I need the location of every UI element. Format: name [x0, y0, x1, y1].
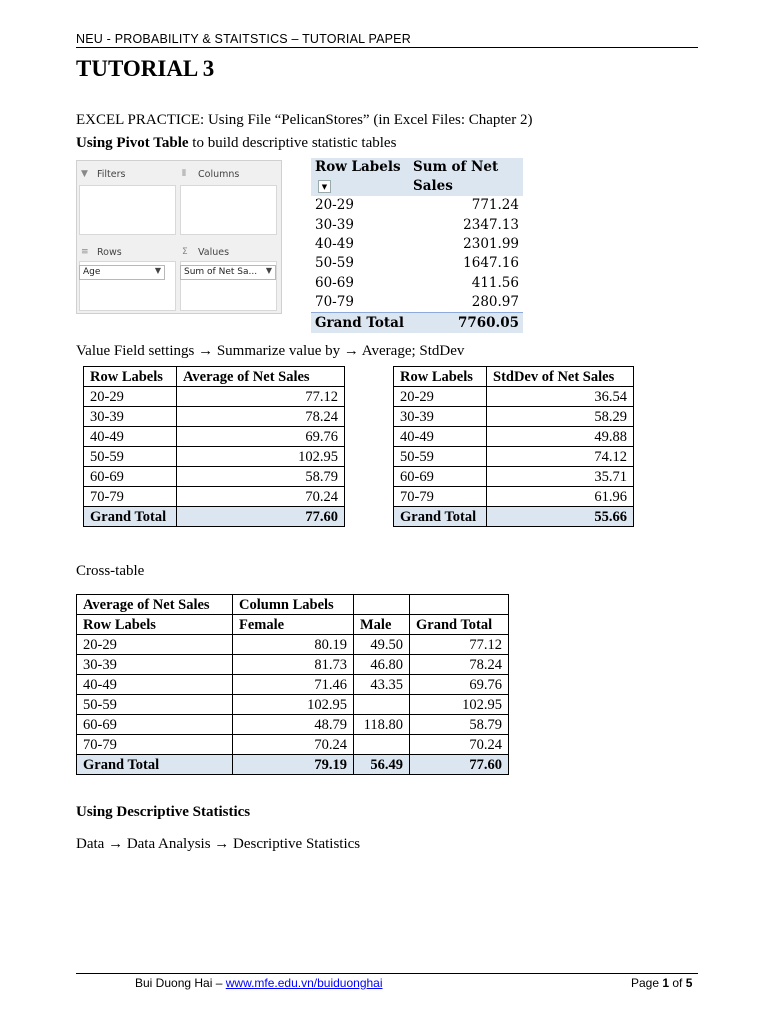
table-row — [84, 407, 345, 427]
grand-total-row — [311, 313, 523, 333]
header-cell: Row Labels — [84, 367, 177, 387]
excel-practice-line: EXCEL PRACTICE: Using File “PelicanStores” (in Excel Files: Chapter 2) — [76, 112, 533, 128]
value-cell: 79.19 — [233, 755, 354, 775]
row-label: 40-49 — [77, 675, 233, 695]
row-label: 20-29 — [84, 387, 177, 407]
row-label: 60-69 — [77, 715, 233, 735]
values-item-label: Sum of Net Sa... — [184, 267, 258, 277]
value-cell: 2301.99 — [463, 235, 519, 252]
value-cell — [354, 695, 410, 715]
row-label: Grand Total — [394, 507, 487, 527]
table-row — [77, 735, 509, 755]
value-cell: 102.95 — [410, 695, 509, 715]
header-cell: Row Labels — [77, 615, 233, 635]
value-cell: 43.35 — [354, 675, 410, 695]
table-row — [394, 387, 634, 407]
table-row — [77, 635, 509, 655]
pivot-intro-bold: Using Pivot Table — [76, 135, 189, 151]
row-label: Grand Total — [84, 507, 177, 527]
value-cell: 69.76 — [177, 427, 345, 447]
table-top-row — [77, 595, 509, 615]
rows-label: Rows — [97, 247, 122, 258]
value-cell: 102.95 — [177, 447, 345, 467]
table-row — [77, 715, 509, 735]
value-cell: 36.54 — [487, 387, 634, 407]
table-row — [84, 467, 345, 487]
table-header-row — [77, 615, 509, 635]
grand-total-row — [77, 755, 509, 775]
values-area[interactable] — [178, 239, 277, 313]
value-cell: 70.24 — [410, 735, 509, 755]
table-row — [311, 274, 523, 293]
value-cell: 58.79 — [410, 715, 509, 735]
value-field-settings-line: Value Field settings → Summarize value by → Average; StdDev — [76, 343, 465, 359]
value-cell: 77.60 — [410, 755, 509, 775]
header-cell: Column Labels — [233, 595, 354, 615]
row-label: 50-59 — [394, 447, 487, 467]
table-row — [311, 254, 523, 273]
row-label: 30-39 — [394, 407, 487, 427]
value-cell: 61.96 — [487, 487, 634, 507]
table-row — [394, 447, 634, 467]
rows-item-age[interactable] — [79, 265, 165, 280]
page-number — [631, 976, 692, 990]
header-cell — [410, 595, 509, 615]
value-cell: 81.73 — [233, 655, 354, 675]
value-cell: 78.24 — [410, 655, 509, 675]
row-label: 30-39 — [77, 655, 233, 675]
rows-area[interactable] — [77, 239, 176, 313]
value-cell: 411.56 — [471, 274, 519, 291]
grand-total-row — [84, 507, 345, 527]
values-item-sum[interactable] — [180, 265, 276, 280]
value-cell: 80.19 — [233, 635, 354, 655]
table-row — [84, 447, 345, 467]
columns-icon: ⦀ — [182, 169, 186, 179]
row-label: 20-29 — [77, 635, 233, 655]
row-label: 40-49 — [394, 427, 487, 447]
row-label: 30-39 — [84, 407, 177, 427]
row-label: 60-69 — [394, 467, 487, 487]
pivot-intro-rest: to build descriptive statistic tables — [188, 135, 397, 151]
row-label: 60-69 — [84, 467, 177, 487]
value-cell: 77.60 — [177, 507, 345, 527]
row-label: 40-49 — [315, 235, 354, 252]
value-cell: 1647.16 — [463, 255, 519, 272]
value-cell: 70.24 — [233, 735, 354, 755]
value-cell: 49.88 — [487, 427, 634, 447]
cross-table — [76, 594, 509, 775]
table-row — [77, 655, 509, 675]
value-cell: 58.79 — [177, 467, 345, 487]
table-row — [77, 695, 509, 715]
value-cell: 71.46 — [233, 675, 354, 695]
value-cell: 7760.05 — [409, 313, 523, 333]
table-row — [311, 293, 523, 313]
table-row — [84, 387, 345, 407]
sigma-icon: Σ — [182, 247, 188, 257]
row-label: 60-69 — [315, 274, 354, 291]
row-label: 50-59 — [77, 695, 233, 715]
header-cell: Sum of Net Sales — [409, 158, 523, 196]
value-cell: 2347.13 — [463, 216, 519, 233]
value-cell — [354, 735, 410, 755]
header-cell: StdDev of Net Sales — [487, 367, 634, 387]
row-label: Grand Total — [311, 313, 409, 333]
header-cell: Average of Net Sales — [77, 595, 233, 615]
filter-icon: ▼ — [81, 169, 88, 179]
row-label: 50-59 — [84, 447, 177, 467]
table-header-row — [394, 367, 634, 387]
row-label: 70-79 — [394, 487, 487, 507]
columns-drop-zone[interactable] — [180, 185, 277, 235]
average-table — [83, 366, 345, 527]
row-label: 40-49 — [84, 427, 177, 447]
values-label: Values — [198, 247, 230, 258]
data-analysis-line: Data → Data Analysis → Descriptive Statistics — [76, 836, 361, 852]
descriptive-stats-heading: Using Descriptive Statistics — [76, 804, 251, 820]
grand-total-row — [394, 507, 634, 527]
pivot-intro-line — [76, 135, 396, 152]
table-row — [311, 196, 523, 215]
filters-drop-zone[interactable] — [79, 185, 176, 235]
page-current: 1 — [662, 976, 670, 990]
stddev-table — [393, 366, 634, 527]
page-total: 5 — [685, 976, 693, 990]
row-label: 70-79 — [84, 487, 177, 507]
row-label: 30-39 — [315, 216, 354, 233]
row-label: 70-79 — [315, 294, 354, 311]
filters-area[interactable] — [77, 161, 176, 237]
value-cell: 74.12 — [487, 447, 634, 467]
chevron-down-icon[interactable]: ▼ — [154, 266, 161, 275]
value-cell: 69.76 — [410, 675, 509, 695]
table-header-row — [311, 158, 523, 196]
value-cell: 56.49 — [354, 755, 410, 775]
table-header-row — [84, 367, 345, 387]
row-label: 20-29 — [394, 387, 487, 407]
header-cell[interactable]: Row Labels▼ — [311, 158, 409, 196]
row-label: 20-29 — [315, 197, 354, 214]
chevron-down-icon[interactable]: ▼ — [265, 266, 272, 275]
filters-label: Filters — [97, 169, 126, 180]
table-row — [311, 215, 523, 234]
pivot-field-list — [76, 160, 282, 314]
footer-rule — [76, 973, 698, 974]
table-row — [311, 235, 523, 254]
footer-author — [135, 976, 383, 990]
author-name: Bui Duong Hai – — [135, 976, 226, 990]
crosstab-label: Cross-table — [76, 563, 145, 579]
table-row — [84, 487, 345, 507]
value-cell: 58.29 — [487, 407, 634, 427]
page-title: TUTORIAL 3 — [76, 56, 215, 81]
header-cell: Female — [233, 615, 354, 635]
pivot-sum-table — [311, 158, 523, 333]
row-label: Grand Total — [77, 755, 233, 775]
header-rule — [76, 47, 698, 48]
value-cell: 78.24 — [177, 407, 345, 427]
filter-dropdown-icon[interactable]: ▼ — [318, 180, 331, 193]
value-cell: 77.12 — [410, 635, 509, 655]
rows-icon: ≡ — [81, 247, 89, 257]
row-label: 70-79 — [77, 735, 233, 755]
value-cell: 118.80 — [354, 715, 410, 735]
value-cell: 280.97 — [471, 294, 519, 311]
header-cell: Male — [354, 615, 410, 635]
page-of: of — [669, 976, 686, 990]
value-cell: 102.95 — [233, 695, 354, 715]
table-row — [77, 675, 509, 695]
table-row — [394, 467, 634, 487]
value-cell: 77.12 — [177, 387, 345, 407]
columns-area[interactable] — [178, 161, 277, 237]
value-cell: 48.79 — [233, 715, 354, 735]
header-cell: Grand Total — [410, 615, 509, 635]
value-cell: 49.50 — [354, 635, 410, 655]
value-cell: 46.80 — [354, 655, 410, 675]
value-cell: 35.71 — [487, 467, 634, 487]
columns-label: Columns — [198, 169, 240, 180]
table-row — [84, 427, 345, 447]
rows-item-label: Age — [83, 267, 101, 277]
value-cell: 55.66 — [487, 507, 634, 527]
table-row — [394, 487, 634, 507]
header-cell: Row Labels — [394, 367, 487, 387]
row-label: 50-59 — [315, 255, 354, 272]
author-website-link[interactable]: www.mfe.edu.vn/buiduonghai — [225, 976, 383, 990]
page-prefix: Page — [631, 976, 663, 990]
table-row — [394, 427, 634, 447]
value-cell: 70.24 — [177, 487, 345, 507]
header-cell — [354, 595, 410, 615]
page-header: NEU - PROBABILITY & STAITSTICS – TUTORIAL PAPER — [76, 32, 411, 46]
table-row — [394, 407, 634, 427]
value-cell: 771.24 — [471, 197, 519, 214]
header-cell: Average of Net Sales — [177, 367, 345, 387]
